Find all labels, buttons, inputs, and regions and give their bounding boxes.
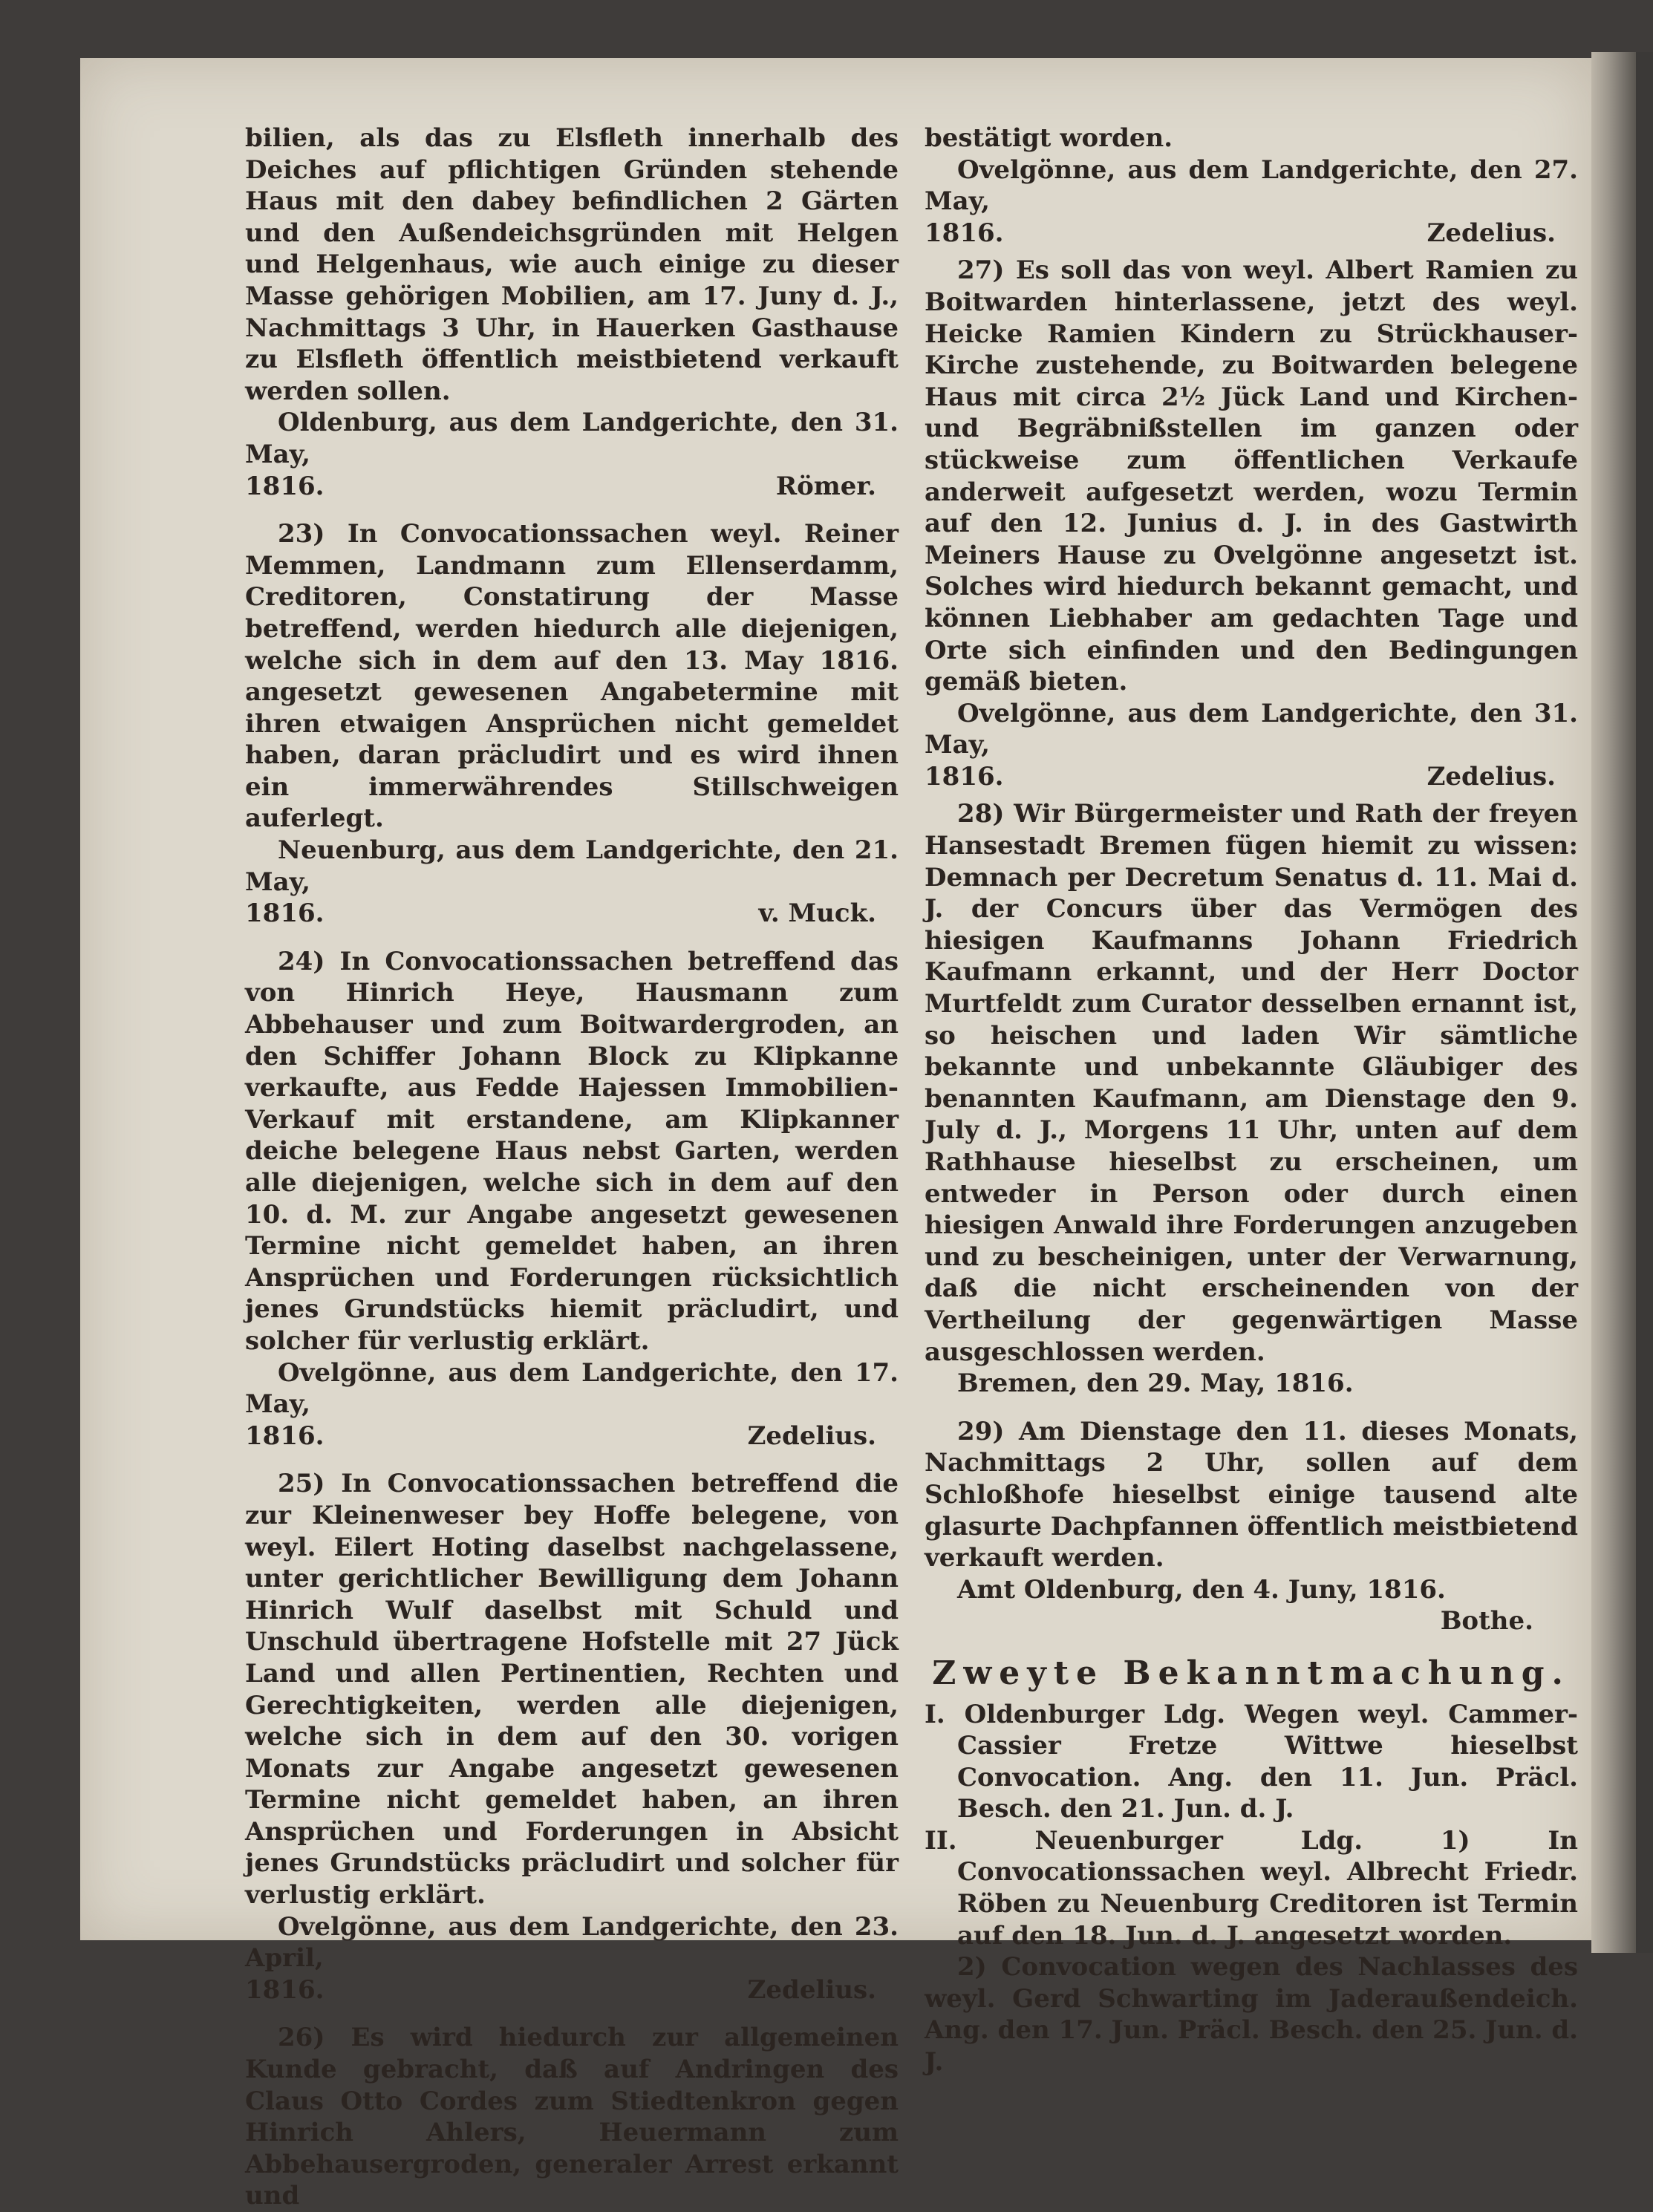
notice-year: 1816.: [925, 218, 1004, 248]
notice-24-date: Ovelgönne, aus dem Landgerichte, den 17. May,: [245, 1357, 899, 1420]
notice-28: 28) Wir Bürgermeister und Rath der freyen Hansestadt Bremen fügen hiemit zu wissen: Demnach per Decretum Senatus d. 11. Mai d. J. der Concurs über das Vermögen des hiesigen Kaufmanns Johann Friedrich Kaufmann erkannt, und der Herr Doctor Murtfeldt zum Curator desselben ernannt ist, so heischen und laden Wir sämtliche bekannte und unbekannte Gläubiger des benannten Kaufmann, am Dienstage den 9. July d. J., Morgens 11 Uhr, unten auf dem Rathhause hieselbst zu erscheinen, um entweder in Person oder durch einen hiesigen Anwald ihre Forderungen anzugeben und zu bescheinigen, unter der Verwarnung, daß die nicht erscheinenden von der Vertheilung der gegenwärtigen Masse ausgeschlossen werden.: [925, 799, 1578, 1367]
right-column: [925, 123, 1578, 2078]
notice-date: Oldenburg, aus dem Landgerichte, den 31. May,: [245, 408, 899, 469]
notice-28-date: Bremen, den 29. May, 1816.: [957, 1368, 1354, 1399]
notice-29-signer: Bothe.: [1440, 1606, 1533, 1637]
notice-25: 25) In Convocationssachen betreffend die zur Kleinenweser bey Hoffe belegene, von weyl. Eilert Hoting daselbst nachgelassene, unter gerichtlicher Bewilligung dem Johann Hinrich Wulf daselbst mit Schuld und Unschuld übertragene Hofstelle mit 27 Jück Land und allen Pertinentien, Rechten und Gerechtigkeiten, werden alle diejenigen, welche sich in dem auf den 30. vorigen Monats zur Angabe angesetzt gewesenen Termine nicht gemeldet haben, an ihren Ansprüchen und Forderungen in Absicht jenes Grundstücks präcludirt und solcher für verlustig erklärt.: [245, 1469, 899, 1911]
notice-27-date: Ovelgönne, aus dem Landgerichte, den 31. May,: [925, 698, 1578, 760]
notice-27-signature: [925, 761, 1578, 793]
continued-notice-text: bestätigt worden.: [925, 123, 1173, 153]
notice-24-signature: [245, 1420, 899, 1452]
notice-29-date: Amt Oldenburg, den 4. Juny, 1816.: [957, 1574, 1446, 1605]
notice-24-signer: Zedelius.: [747, 1420, 876, 1451]
notice-24: 24) In Convocationssachen betreffend das von Hinrich Heye, Hausmann zum Abbehauser und zum Boitwardergroden, an den Schiffer Johann Block zu Klipkanne verkaufte, aus Fedde Hajessen Immobilien-Verkauf mit erstandene, am Klipkanner deiche belegene Haus nebst Garten, werden alle diejenigen, welche sich in dem auf den 10. d. M. zur Angabe angesetzt gewesenen Termine nicht gemeldet haben, an ihren Ansprüchen und Forderungen rücksichtlich jenes Grundstücks hiemit präcludirt, und solcher für verlustig erklärt.: [245, 946, 899, 1356]
left-column: [245, 123, 899, 2212]
notice-signer: Römer.: [775, 471, 876, 501]
section-heading: Zweyte Bekanntmachung.: [932, 1654, 1571, 1692]
notice-25-date: Ovelgönne, aus dem Landgerichte, den 23. April,: [245, 1911, 899, 1974]
page-edge: [1636, 52, 1653, 1953]
section-entry-2: II. Neuenburger Ldg. 1) In Convocationssachen weyl. Albrecht Friedr. Röben zu Neuenburg Creditoren ist Termin auf den 18. Jun. d. J. angesetzt worden.: [925, 1825, 1578, 1951]
notice-signer: Zedelius.: [1427, 218, 1556, 248]
notice-27-year: 1816.: [925, 761, 1004, 792]
notice-signature: [925, 218, 1578, 249]
notice-29: 29) Am Dienstage den 11. dieses Monats, Nachmittags 2 Uhr, sollen auf dem Schloßhofe hieselbst einige tausend alte glasurte Dachpfannen öffentlich meistbietend verkauft werden.: [925, 1416, 1578, 1573]
notice-date: Ovelgönne, aus dem Landgerichte, den 27. May,: [925, 154, 1578, 217]
notice-23-year: 1816.: [245, 898, 325, 929]
notice-24-year: 1816.: [245, 1420, 325, 1451]
notice-23: 23) In Convocationssachen weyl. Reiner Memmen, Landmann zum Ellenserdamm, Creditoren, Constatirung der Masse betreffend, werden hiedurch alle diejenigen, welche sich in dem auf den 13. May 1816. angesetzt gewesenen Angabetermine mit ihren etwaigen Ansprüchen nicht gemeldet haben, daran präcludirt und es wird ihnen ein immerwährendes Stillschweigen auferlegt.: [245, 519, 899, 834]
notice-27-signer: Zedelius.: [1427, 761, 1556, 792]
notice-23-signature: [245, 898, 899, 930]
notice-27: 27) Es soll das von weyl. Albert Ramien zu Boitwarden hinterlassene, jetzt des weyl. Heicke Ramien Kindern zu Strückhauser-Kirche zustehende, zu Boitwarden belegene Haus mit circa 2½ Jück Land und Kirchen- und Begräbnißstellen im ganzen oder stückweise zum öffentlichen Verkaufe anderweit aufgesetzt werden, wozu Termin auf den 12. Junius d. J. in des Gastwirth Meiners Hause zu Ovelgönne angesetzt ist. Solches wird hiedurch bekannt gemacht, und können Liebhaber am gedachten Tage und Orte sich einfinden und den Bedingungen gemäß bieten.: [925, 255, 1578, 697]
section-entry-1: I. Oldenburger Ldg. Wegen weyl. Cammer-Cassier Fretze Wittwe hieselbst Convocation. Ang. den 11. Jun. Präcl. Besch. den 21. Jun. d. J.: [925, 1699, 1578, 1824]
notice-23-date: Neuenburg, aus dem Landgerichte, den 21. May,: [245, 835, 899, 897]
continued-notice-text: bilien, als das zu Elsfleth innerhalb des Deiches auf pflichtigen Gründen stehende Haus mit den dabey befindlichen 2 Gärten und den Außendeichsgründen mit Helgen und Helgenhaus, wie auch einige zu dieser Masse gehörigen Mobilien, am 17. Juny d. J., Nachmittags 3 Uhr, in Hauerken Gasthause zu Elsfleth öffentlich meistbietend verkauft werden sollen.: [245, 123, 899, 406]
notice-26: 26) Es wird hiedurch zur allgemeinen Kunde gebracht, daß auf Andringen des Claus Otto Cordes zum Stiedtenkron gegen Hinrich Ahlers, Heuermann zum Abbehausergroden, generaler Arrest erkannt und: [245, 2023, 899, 2211]
notice-25-signer: Zedelius.: [747, 1974, 876, 2005]
section-entry-3: 2) Convocation wegen des Nachlasses des weyl. Gerd Schwarting im Jaderaußendeich. Ang. den 17. Jun. Präcl. Besch. den 25. Jun. d. J.: [925, 1952, 1578, 2078]
notice-year: 1816.: [245, 471, 325, 501]
page-fold: [1591, 52, 1636, 1953]
notice-29-signature: [925, 1605, 1578, 1637]
notice-signature: [245, 471, 899, 503]
notice-23-signer: v. Muck.: [758, 898, 876, 929]
notice-25-signature: [245, 1974, 899, 2006]
notice-25-year: 1816.: [245, 1974, 325, 2005]
